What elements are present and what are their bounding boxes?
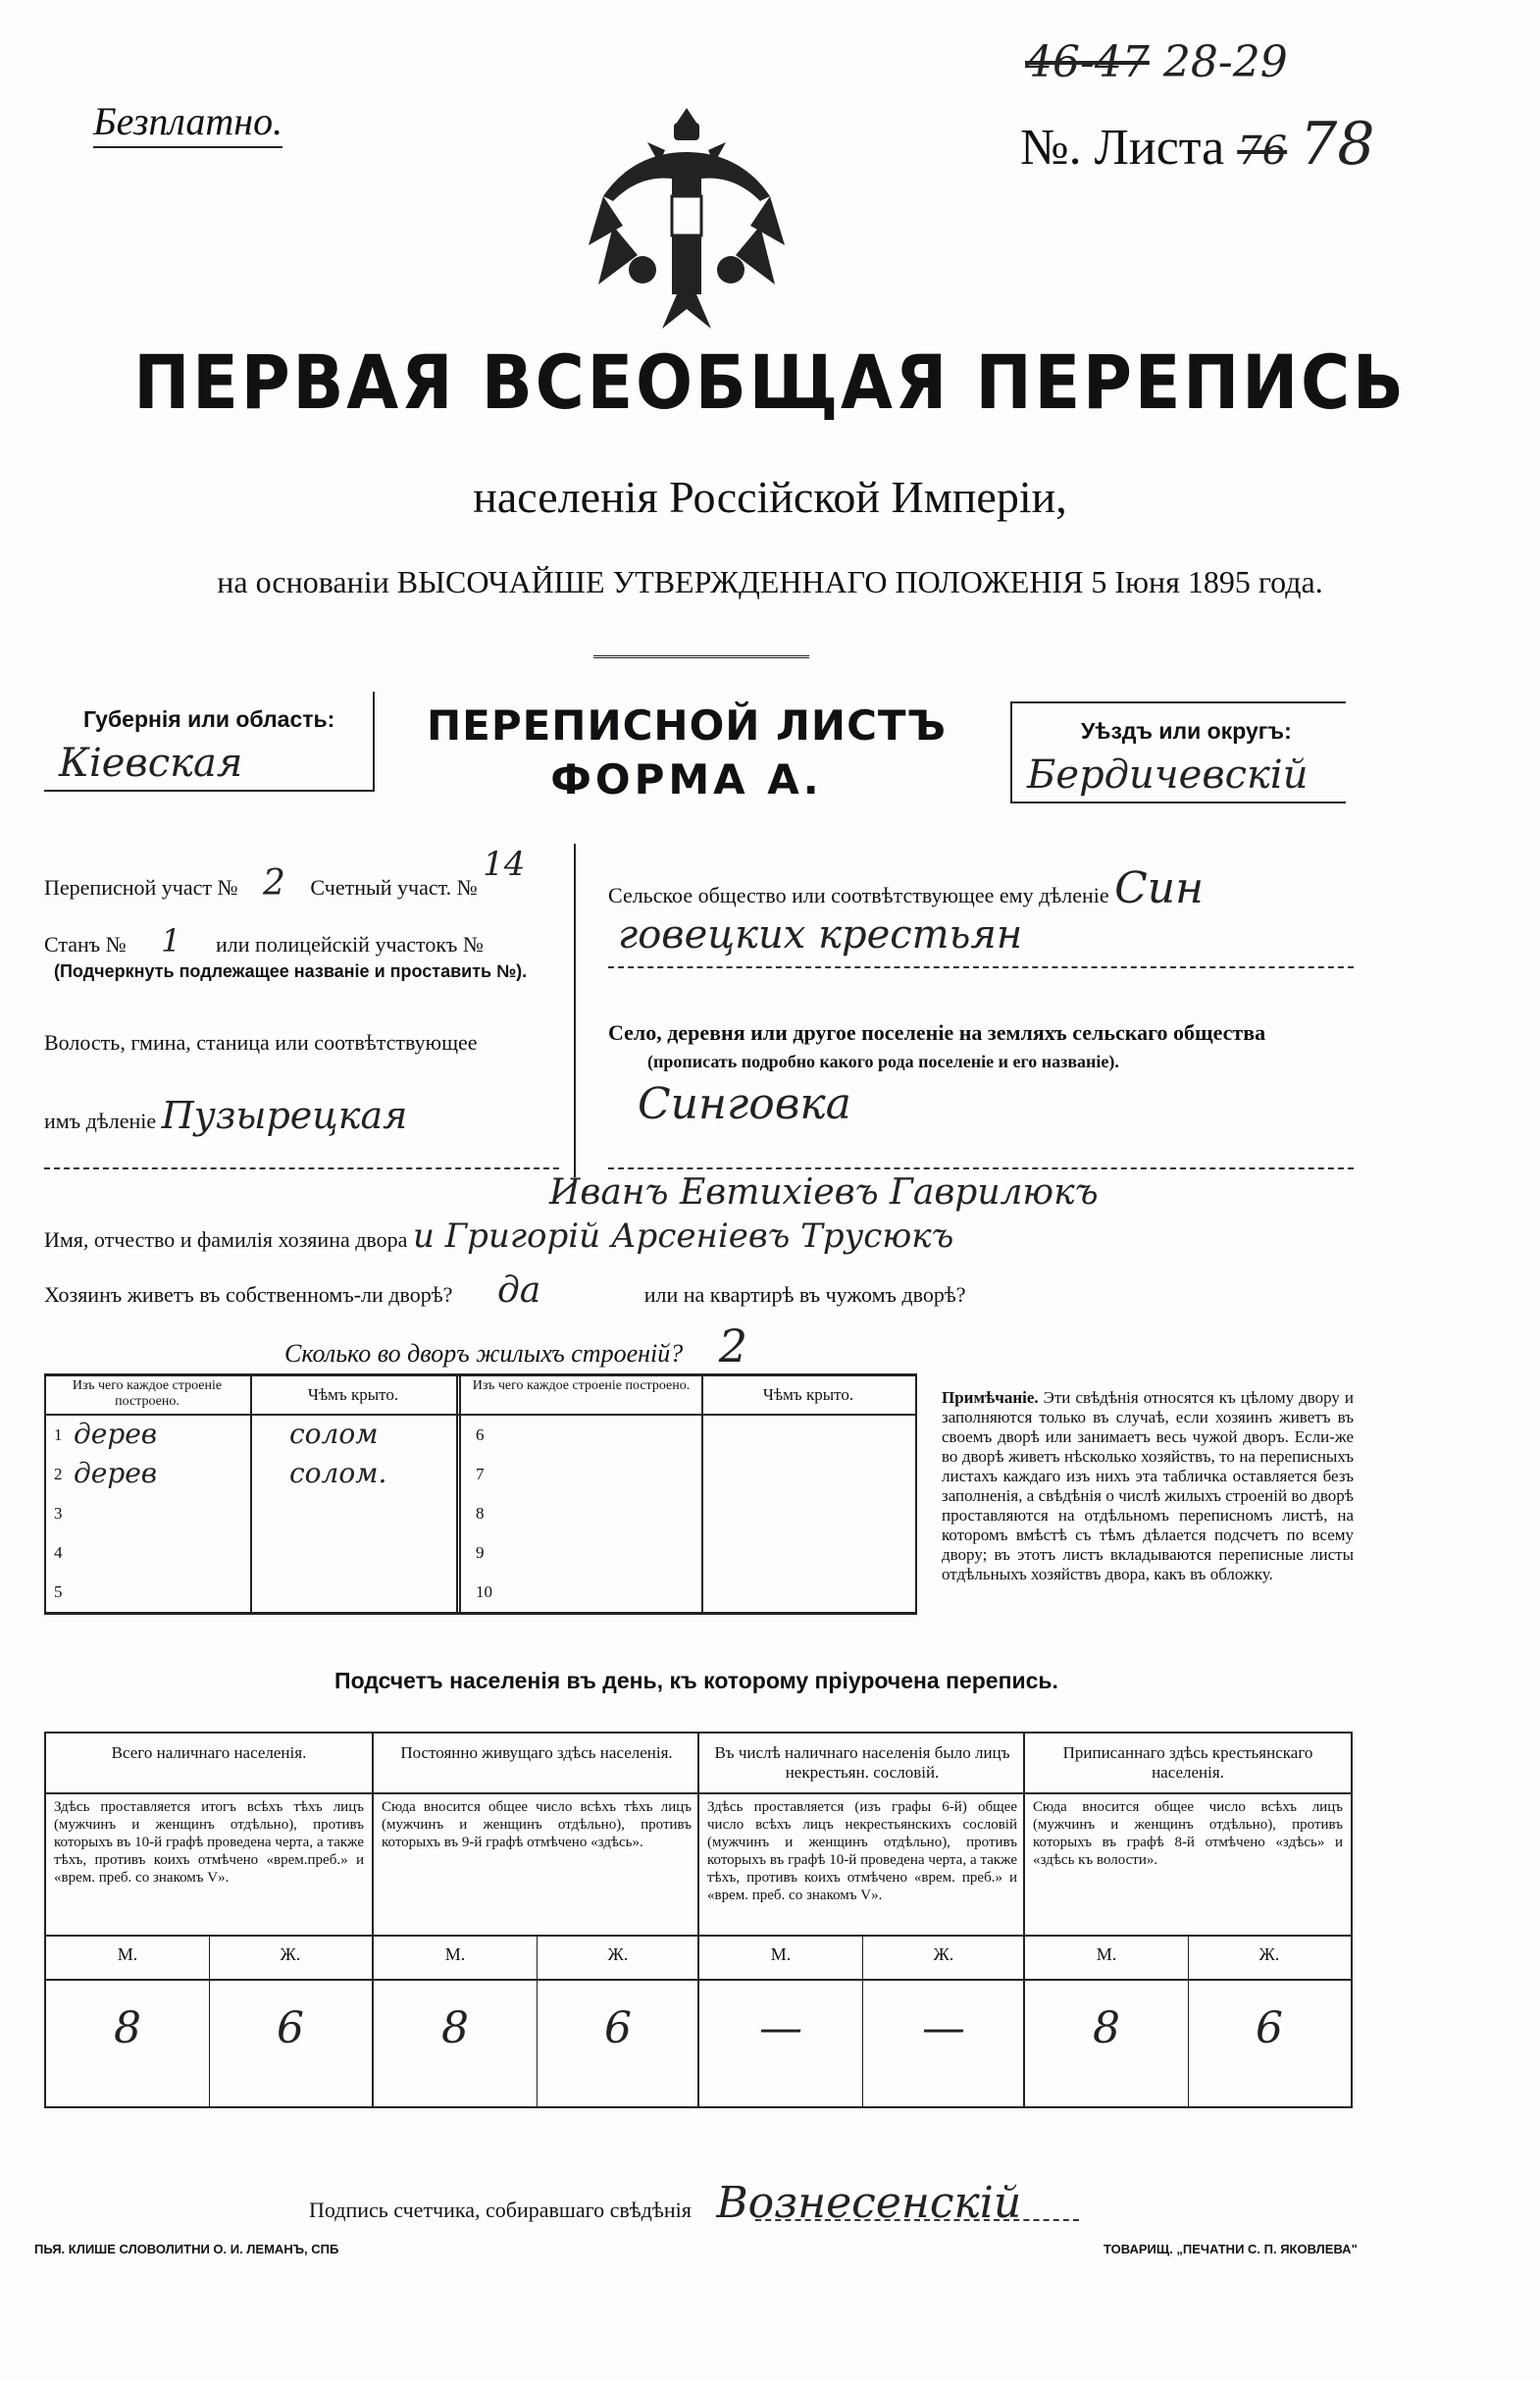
count-column-desc: Сюда вносится общее число всѣхъ тѣхъ лицъ (мужчинъ и женщинъ отдѣльно), противъ которыхъ въ 9-й графѣ отмѣчено «здѣсь». <box>382 1799 692 1850</box>
zh-value: 6 <box>277 2003 304 2053</box>
zh-label: Ж. <box>607 1944 629 1964</box>
village-note: (прописать подробно какого рода поселеніе и его названіе). <box>647 1052 1119 1071</box>
count-column-desc: Здѣсь проставляется (изъ графы 6-й) общее число всѣхъ лицъ некрестьянскихъ сословій (мужчинъ и женщинъ отдѣльно), противъ которыхъ въ графѣ 10-й проведена черта, а также тѣхъ, противъ коихъ отмѣчено «врем. преб.» и «врем. преб. со знакомъ V». <box>707 1799 1017 1903</box>
uezd-box <box>1010 701 1346 803</box>
m-value: 8 <box>1093 2003 1120 2053</box>
note-title: Примѣчаніе. <box>942 1388 1039 1407</box>
village-value: Синговка <box>638 1079 851 1129</box>
row-number: 7 <box>476 1465 485 1483</box>
rent-label: или на квартирѣ въ чужомъ дворѣ? <box>643 1282 966 1307</box>
table-row <box>461 1494 912 1533</box>
society-label: Сельское общество или соотвѣтствующее ему дѣленіе <box>608 883 1109 907</box>
signature-label: Подпись счетчика, собиравшаго свѣдѣнія <box>309 2198 692 2222</box>
stan-row <box>44 922 484 959</box>
stan-label: Станъ № <box>44 932 127 957</box>
uchastok-value: 2 <box>262 863 285 904</box>
volost-label2: имъ дѣленіе <box>44 1109 157 1133</box>
table-col1-header: Изъ чего каждое строеніе построено. <box>72 1378 223 1409</box>
row-number: 1 <box>54 1425 63 1444</box>
table-row <box>461 1455 912 1494</box>
table-row <box>461 1533 912 1573</box>
top-numbers-struck: 46-47 <box>1025 37 1150 87</box>
zh-value: 6 <box>1256 2003 1283 2053</box>
schetny-value: 14 <box>483 845 526 884</box>
table-row <box>44 1533 456 1573</box>
table-row <box>44 1494 456 1533</box>
table-row <box>44 1455 456 1494</box>
count-column <box>46 1734 372 2106</box>
count-column-head: Всего наличнаго населенія. <box>111 1743 307 1762</box>
form-name <box>392 701 981 803</box>
owner-value2: и Григорій Арсеніевъ Трусюкъ <box>412 1216 954 1256</box>
row-number: 3 <box>54 1504 63 1523</box>
gubernia-label: Губернія или область: <box>83 706 335 732</box>
zh-value: 6 <box>604 2003 632 2053</box>
basis-line: на основаніи ВЫСОЧАЙШЕ УТВЕРЖДЕННАГО ПОЛОЖЕНІЯ 5 Іюня 1895 года. <box>217 564 1323 599</box>
volost-value: Пузырецкая <box>161 1094 408 1137</box>
row-number: 2 <box>54 1465 63 1483</box>
table-col2-header: Чѣмъ крыто. <box>307 1385 399 1404</box>
count-column-desc: Сюда вносится общее число всѣхъ лицъ (мужчинъ и женщинъ отдѣльно), противъ которыхъ въ графѣ 8-й отмѣчено «здѣсь» и «здѣсь къ волости». <box>1033 1799 1343 1868</box>
row-number: 8 <box>476 1504 485 1523</box>
buildings-table <box>44 1373 917 1615</box>
buildings-row <box>284 1320 747 1372</box>
count-column <box>697 1734 1025 2106</box>
top-numbers-value: 28-29 <box>1162 37 1288 87</box>
society-row <box>608 863 1204 913</box>
count-column <box>1023 1734 1351 2106</box>
society-value1: Син <box>1114 863 1205 913</box>
note-box <box>942 1388 1354 1584</box>
top-numbers <box>1025 37 1288 87</box>
table-row <box>461 1416 912 1455</box>
table-col3-header: Изъ чего каждое строеніе построено. <box>472 1378 691 1393</box>
count-column-desc: Здѣсь проставляется итогъ всѣхъ тѣхъ лицъ (мужчинъ и женщинъ отдѣльно), противъ которыхъ въ 10-й графѣ проведена черта, а также тѣхъ, противъ коихъ отмѣчено «врем.преб.» и «врем. преб. со знакомъ V». <box>54 1799 364 1886</box>
m-label: М. <box>1096 1944 1117 1964</box>
free-stamp <box>93 98 282 148</box>
sheet-number-struck: 76 <box>1237 129 1288 174</box>
uchastok-label: Переписной участ № <box>44 875 238 900</box>
sheet-number-value: 78 <box>1300 110 1375 179</box>
zh-value: — <box>922 2003 965 2053</box>
m-value: 8 <box>114 2003 141 2053</box>
row-number: 4 <box>54 1543 63 1562</box>
m-value: — <box>759 2003 802 2053</box>
owner-label: Имя, отчество и фамилія хозяина двора <box>44 1227 408 1252</box>
free-label: Безплатно. <box>93 99 283 143</box>
volost-label: Волость, гмина, станица или соотвѣтствующее <box>44 1030 478 1055</box>
count-column-head: Въ числѣ наличнаго населенія было лицъ некрестьян. сословій. <box>714 1743 1010 1782</box>
m-label: М. <box>444 1944 466 1964</box>
police-label: или полицейскій участокъ № <box>216 932 484 957</box>
row-roof: солом <box>289 1418 379 1450</box>
subtitle: населенія Россійской Имперіи, <box>473 472 1067 522</box>
stan-value: 1 <box>161 922 181 959</box>
main-title: ПЕРВАЯ ВСЕОБЩАЯ ПЕРЕПИСЬ <box>133 338 1407 426</box>
form-name-line1: ПЕРЕПИСНОЙ ЛИСТЪ <box>426 701 948 750</box>
uezd-value: Бердичевскій <box>1027 752 1309 798</box>
count-column-head: Приписаннаго здѣсь крестьянскаго населенія. <box>1062 1743 1313 1782</box>
zh-label: Ж. <box>1258 1944 1280 1964</box>
row-material: дерев <box>74 1457 158 1489</box>
m-label: М. <box>770 1944 792 1964</box>
double-headed-eagle-icon <box>584 98 790 334</box>
gubernia-value: Кіевская <box>59 741 243 786</box>
underline-note: (Подчеркнуть подлежащее названіе и проставить №). <box>54 961 528 981</box>
schetny-label: Счетный участ. № <box>310 875 478 900</box>
buildings-label: Сколько во дворъ жилыхъ строеній? <box>284 1339 684 1368</box>
sheet-number <box>1020 110 1375 179</box>
count-column <box>372 1734 699 2106</box>
uchastok-row <box>44 845 526 904</box>
table-row <box>461 1573 912 1612</box>
signature-value: Вознесенскій <box>716 2178 1022 2228</box>
row-number: 5 <box>54 1582 63 1601</box>
row-number: 9 <box>476 1543 485 1562</box>
buildings-value: 2 <box>718 1320 748 1372</box>
count-title: Подсчетъ населенія въ день, къ которому пріурочена перепись. <box>334 1668 1058 1693</box>
owner-row <box>44 1216 953 1256</box>
volost-row <box>44 1094 407 1137</box>
society-value2: говецких крестьян <box>618 912 1023 958</box>
gubernia-box <box>44 692 375 792</box>
village-label: Село, деревня или другое поселеніе на земляхъ сельскаго общества <box>608 1020 1266 1045</box>
table-row <box>44 1573 456 1612</box>
own-value: да <box>496 1270 541 1311</box>
row-material: дерев <box>74 1418 158 1450</box>
row-roof: солом. <box>289 1457 387 1489</box>
row-number: 6 <box>476 1425 485 1444</box>
ornament-divider <box>593 652 809 662</box>
row-number: 10 <box>476 1582 492 1601</box>
own-row <box>44 1270 966 1311</box>
own-label: Хозяинъ живетъ въ собственномъ-ли дворѣ? <box>44 1282 453 1307</box>
form-name-line2: ФОРМА А. <box>550 755 823 803</box>
zh-label: Ж. <box>280 1944 301 1964</box>
count-table <box>44 1732 1353 2108</box>
m-value: 8 <box>441 2003 469 2053</box>
uezd-label: Уѣздъ или округъ: <box>1081 718 1292 744</box>
footer-left: ПЬЯ. КЛИШЕ СЛОВОЛИТНИ О. И. ЛЕМАНЪ, СПБ <box>34 2242 339 2256</box>
table-col4-header: Чѣмъ крыто. <box>762 1385 854 1404</box>
owner-value1: Иванъ Евтихіевъ Гаврилюкъ <box>549 1172 1099 1213</box>
m-label: М. <box>117 1944 138 1964</box>
note-text: Эти свѣдѣнія относятся къ цѣлому двору и заполняются только въ случаѣ, если хозяинъ живетъ въ своемъ дворѣ или занимаетъ весь чужой дворъ. Если-же во дворѣ живетъ нѣсколько хозяйствъ, то на переписныхъ листахъ каждаго изъ нихъ эта табличка оставляется безъ заполненія, а свѣдѣнія о числѣ жилыхъ строеній во дворѣ проставляются на отдѣльномъ переписномъ листѣ, на которомъ вмѣстѣ съ тѣмъ дѣлается подсчетъ по всему двору; въ этотъ листъ вкладываются переписные листы отдѣльныхъ хозяйствъ двора, какъ въ обложку. <box>942 1388 1354 1583</box>
sheet-number-label: №. Листа <box>1020 120 1225 176</box>
count-column-head: Постоянно живущаго здѣсь населенія. <box>400 1743 673 1762</box>
table-row <box>44 1416 456 1455</box>
footer-right: ТОВАРИЩ. „ПЕЧАТНИ С. П. ЯКОВЛЕВА" <box>1104 2242 1358 2256</box>
zh-label: Ж. <box>933 1944 954 1964</box>
